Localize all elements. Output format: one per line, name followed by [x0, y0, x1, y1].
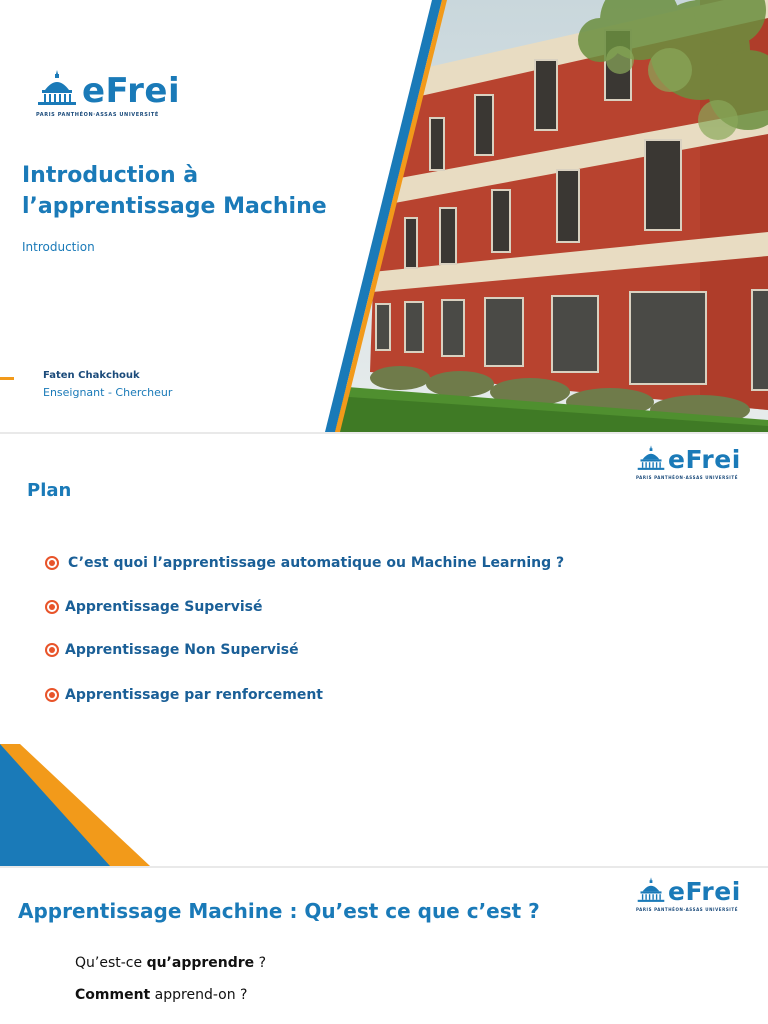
- target-bullet-icon: [45, 688, 59, 702]
- plan-item: [45, 599, 262, 615]
- slide-subtitle: Introduction: [22, 240, 95, 254]
- target-bullet-icon: [45, 556, 59, 570]
- definition-title: Apprentissage Machine : Qu’est ce que c’est ?: [18, 899, 540, 923]
- pantheon-dome-icon: [36, 68, 78, 108]
- slide-title-heading: Introduction à l’apprentissage Machine: [22, 163, 327, 219]
- corner-decoration: [0, 744, 160, 866]
- author-role: Enseignant - Chercheur: [43, 386, 173, 399]
- question-2-suffix: apprend-on ?: [150, 987, 248, 1003]
- target-bullet-icon: [45, 643, 59, 657]
- question-1-prefix: Qu’est-ce: [75, 955, 147, 971]
- pantheon-dome-icon: [636, 444, 666, 472]
- pantheon-dome-icon: [636, 876, 666, 904]
- question-line-2: [75, 987, 248, 1003]
- question-1-suffix: ?: [254, 955, 267, 971]
- efrei-logo: [636, 876, 741, 912]
- logo-wordmark: eFrei: [668, 445, 741, 474]
- logo-tagline: PARIS PANTHÉON·ASSAS UNIVERSITÉ: [36, 112, 159, 118]
- question-1-emphasis: qu’apprendre: [146, 955, 255, 971]
- target-bullet-icon: [45, 600, 59, 614]
- plan-item-label: C’est quoi l’apprentissage automatique ou Machine Learning ?: [68, 555, 565, 571]
- plan-item-label: Apprentissage Non Supervisé: [65, 642, 299, 658]
- slide-definition: [0, 868, 768, 1024]
- logo-wordmark: eFrei: [82, 71, 181, 111]
- efrei-logo: [36, 68, 180, 118]
- slide-title: [0, 0, 768, 432]
- logo-tagline: PARIS PANTHÉON·ASSAS UNIVERSITÉ: [636, 907, 739, 912]
- question-line-1: [75, 955, 266, 971]
- author-name: Faten Chakchouk: [43, 370, 140, 381]
- plan-item-label: Apprentissage par renforcement: [65, 687, 324, 703]
- plan-item: [45, 687, 323, 703]
- plan-title: Plan: [27, 480, 72, 501]
- plan-item: [45, 642, 299, 658]
- efrei-logo: [636, 444, 741, 480]
- orange-accent-dash: [0, 377, 14, 380]
- slide-plan: [0, 434, 768, 866]
- logo-wordmark: eFrei: [668, 877, 741, 906]
- question-2-emphasis: Comment: [75, 987, 151, 1003]
- plan-item-label: Apprentissage Supervisé: [65, 599, 263, 615]
- logo-tagline: PARIS PANTHÉON·ASSAS UNIVERSITÉ: [636, 475, 739, 480]
- plan-item: [45, 555, 564, 571]
